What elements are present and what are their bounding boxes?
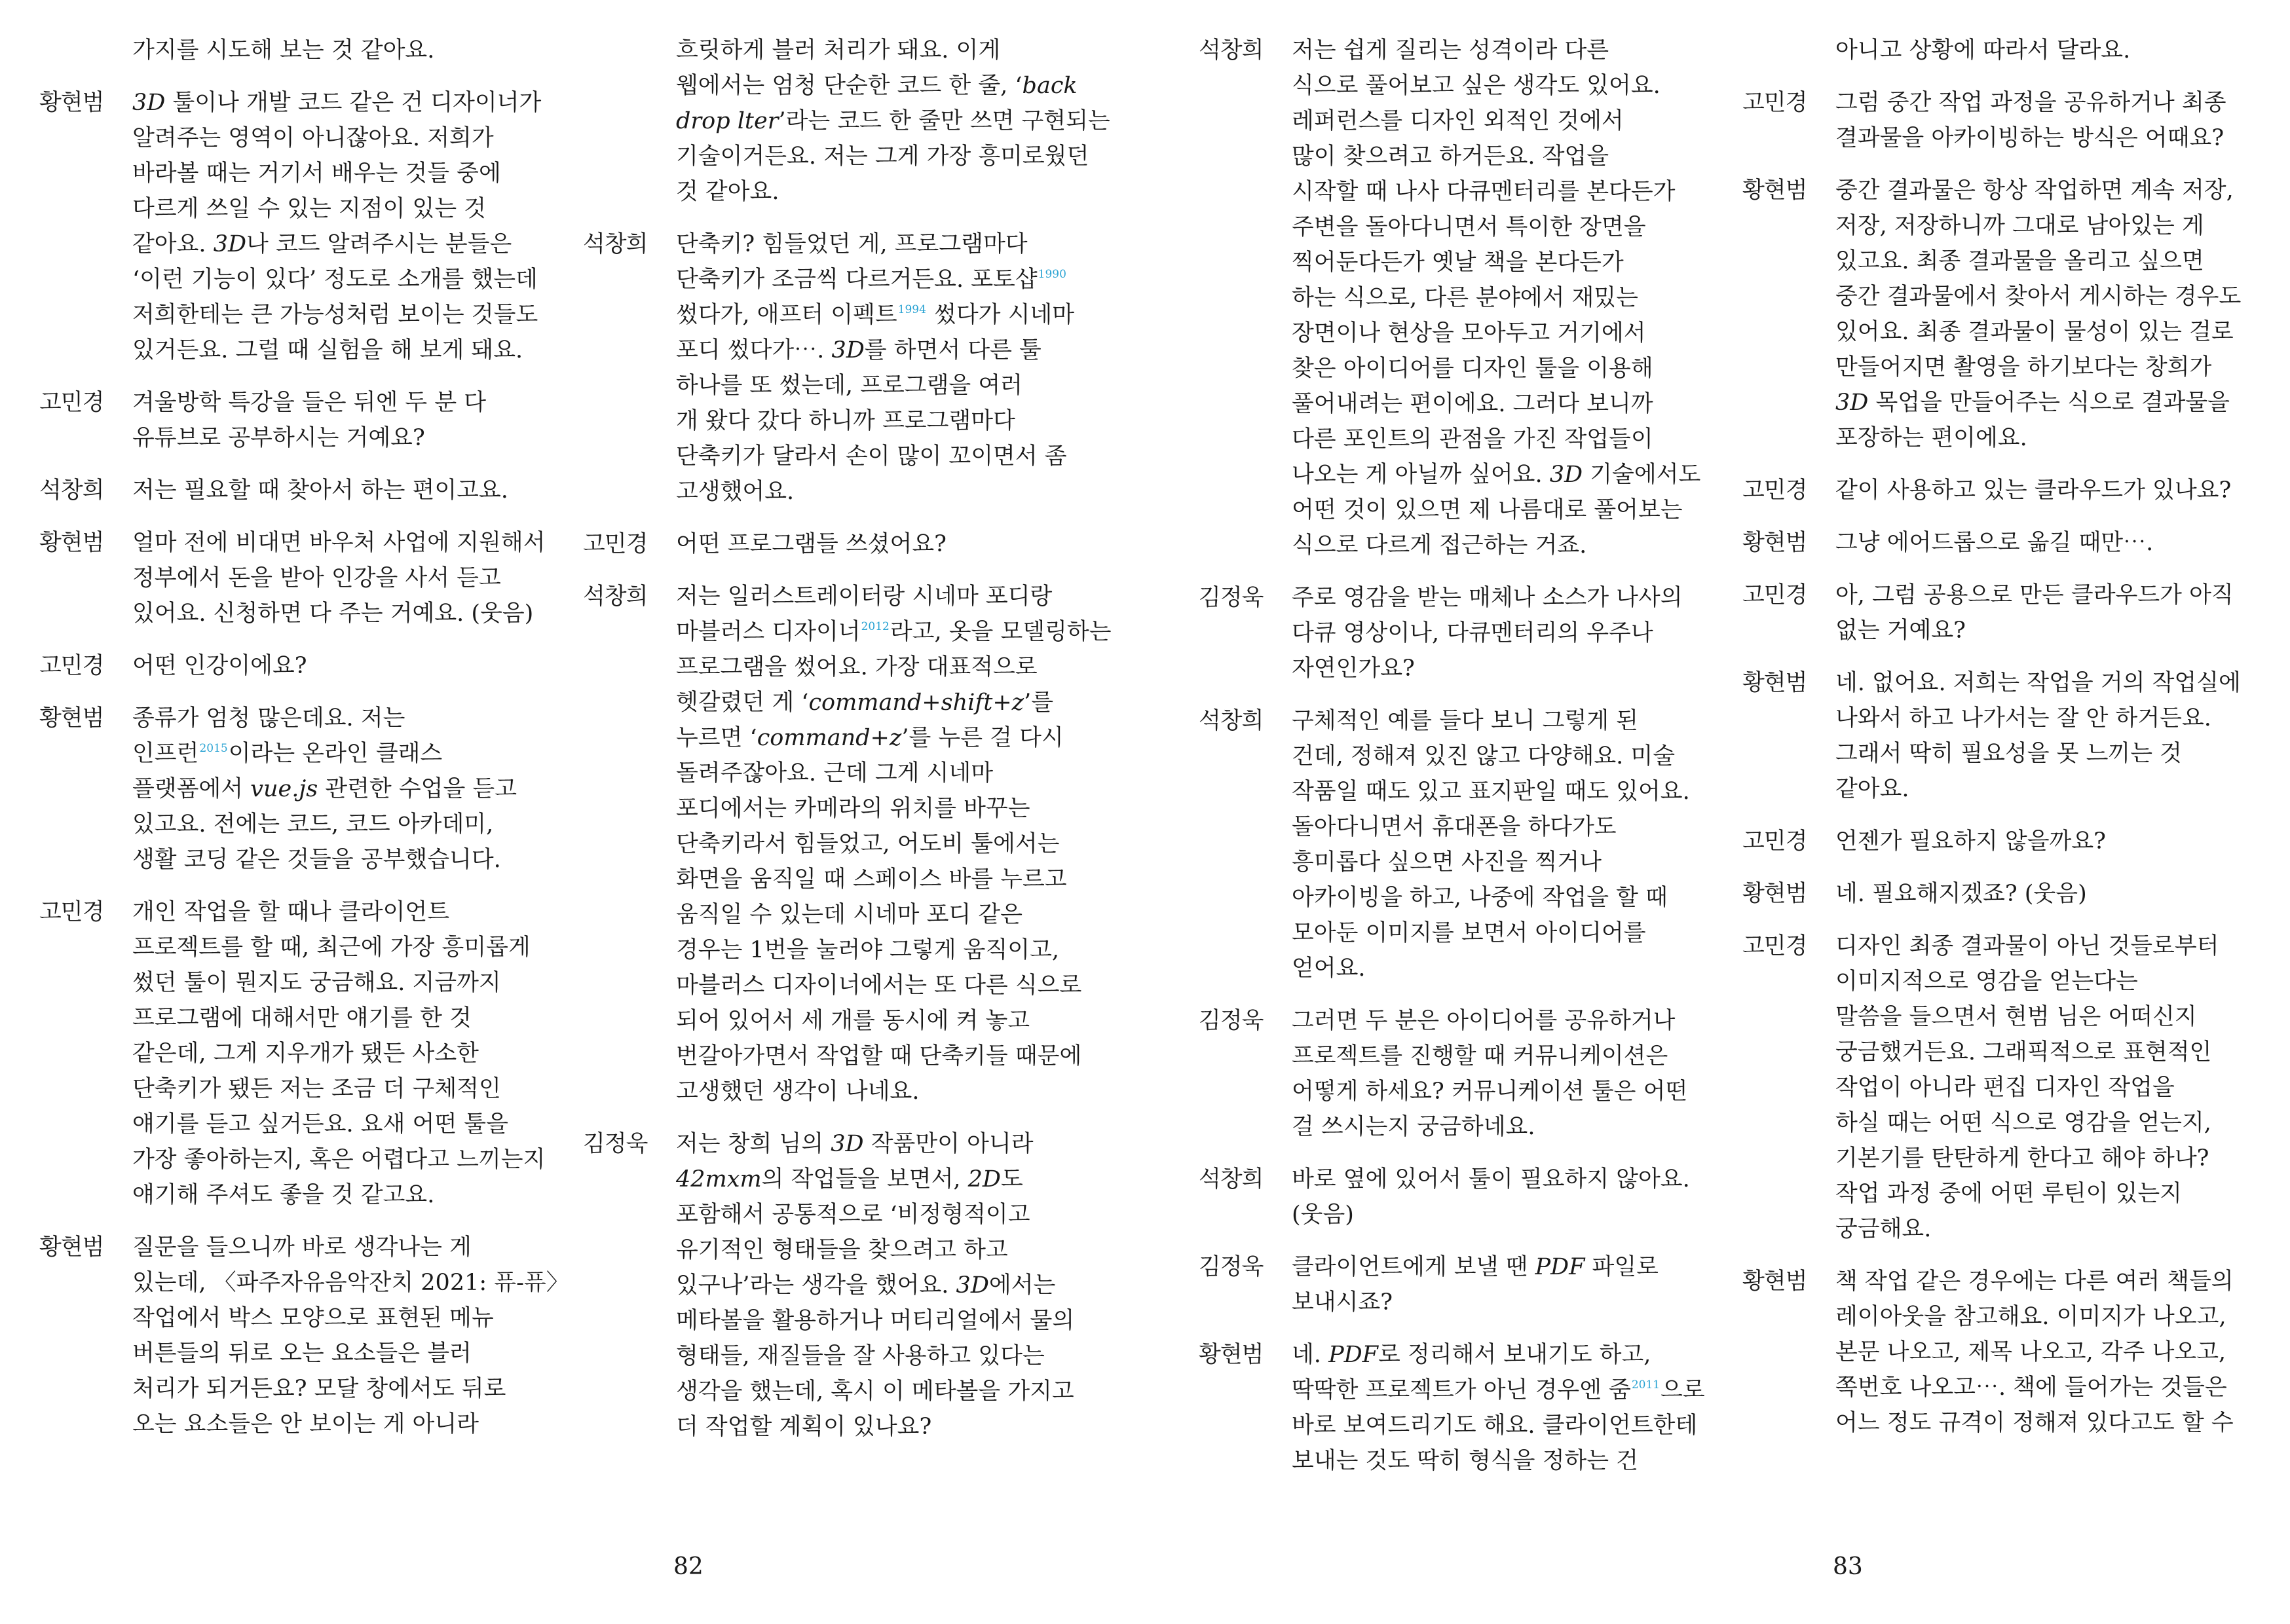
text-line: 없는 거예요? [1835, 618, 1966, 644]
speaker-name: 석창희 [1199, 1166, 1264, 1192]
dialogue-entry [1742, 1264, 2266, 1441]
text-line: 있어요. 신청하면 다 주는 거예요. (웃음) [132, 600, 534, 627]
text-line: 자연인가요? [1292, 655, 1415, 682]
dialogue-entry [1199, 1249, 1723, 1320]
text-line: 누르면 ‘command+z’를 누른 걸 다시 [676, 725, 1064, 751]
dialogue-entry [1742, 578, 2266, 648]
term-vuejs: vue.js [250, 776, 318, 802]
text-line: 42mxm의 작업들을 보면서, 2D도 [676, 1166, 1023, 1192]
text-line: 흥미롭다 싶으면 사진을 찍거나 [1292, 849, 1602, 876]
text-line: 바라볼 때는 거기서 배우는 것들 중에 [132, 160, 501, 187]
dialogue-entry [39, 525, 563, 631]
speaker-name: 석창희 [39, 477, 104, 504]
speaker-name: 석창희 [1199, 708, 1264, 734]
text-line: 레퍼런스를 디자인 외적인 것에서 [1292, 108, 1624, 134]
text-line: 포함해서 공통적으로 ‘비정형적이고 [676, 1202, 1030, 1228]
text-line: 유기적인 형태들을 찾으려고 하고 [676, 1237, 1008, 1263]
text-line: 썼다가, 애프터 이펙트$^{1994}$ 썼다가 시네마 [676, 302, 1075, 328]
text-line: 단축키? 힘들었던 게, 프로그램마다 [676, 231, 1028, 257]
text-line: 이미지적으로 영감을 얻는다는 [1835, 969, 2138, 995]
term-pdf: PDF [1328, 1342, 1378, 1368]
text-line: 레이아웃을 참고해요. 이미지가 나오고, [1835, 1304, 2226, 1330]
speaker-name: 김정욱 [1199, 1008, 1264, 1034]
term-3d: 3D [1549, 462, 1583, 488]
text-line: 디자인 최종 결과물이 아닌 것들로부터 [1835, 933, 2219, 959]
speaker-name: 고민경 [1742, 828, 1807, 855]
text-line: 포디 썼다가⋯. 3D를 하면서 다른 툴 [676, 337, 1042, 363]
speaker-name: 고민경 [39, 653, 104, 679]
text-line: 작업 과정 중에 어떤 루틴이 있는지 [1835, 1181, 2182, 1207]
text-line: 네. PDF로 정리해서 보내기도 하고, [1292, 1342, 1651, 1368]
text-line: 움직일 수 있는데 시네마 포디 같은 [676, 902, 1023, 928]
dialogue-entry [39, 1230, 569, 1442]
page-number-right: 83 [1833, 1553, 1863, 1580]
speaker-name: 황현범 [1742, 177, 1807, 204]
term-command-z: command+z [757, 725, 902, 751]
text-line: 돌려주잖아요. 근데 그게 시네마 [676, 760, 994, 786]
text-line: 구체적인 예를 들다 보니 그렇게 된 [1292, 708, 1638, 734]
footnote-marker: 2015 [199, 742, 228, 755]
text-line: 어떤 인강이에요? [132, 653, 307, 679]
text-line: 중간 결과물에서 찾아서 게시하는 경우도 [1835, 284, 2242, 310]
text-line: 얻어요. [1292, 955, 1366, 982]
speaker-name: 고민경 [39, 899, 104, 925]
text-line: 어느 정도 규격이 정해져 있다고도 할 수 [1835, 1410, 2234, 1436]
text-line: 프로그램에 대해서만 얘기를 한 것 [132, 1005, 472, 1031]
text-line: 있어요. 최종 결과물이 물성이 있는 걸로 [1835, 319, 2234, 345]
text-line: 다른 포인트의 관점을 가진 작업들이 [1292, 426, 1653, 452]
footnote-marker: 2012 [861, 620, 890, 633]
text-line: 저는 일러스트레이터랑 시네마 포디랑 [676, 583, 1053, 610]
dialogue-continuation [1742, 33, 2266, 68]
speaker-name: 고민경 [39, 390, 104, 416]
speaker-name: 석창희 [583, 231, 648, 257]
text-line: 딱딱한 프로젝트가 아닌 경우엔 줌$^{2011}$으로 [1292, 1377, 1705, 1403]
speaker-name: 황현범 [1742, 881, 1807, 907]
dialogue-entry [583, 526, 1107, 562]
dialogue-entry [1199, 703, 1723, 986]
dialogue-entry [1199, 1337, 1723, 1479]
text-line: 작업에서 박스 모양으로 표현된 메뉴 [132, 1305, 494, 1331]
text-line: 더 작업할 계획이 있나요? [676, 1414, 932, 1440]
term-3d: 3D [831, 1131, 864, 1157]
text-line: 얘기해 주셔도 좋을 것 같고요. [132, 1182, 435, 1208]
text-line: 기술이거든요. 저는 그게 가장 흥미로웠던 [676, 143, 1089, 170]
dialogue-entry [583, 579, 1112, 1109]
dialogue-entry [1742, 929, 2266, 1247]
column-1 [39, 33, 569, 1459]
dialogue-continuation [583, 33, 1110, 210]
text-line: 있고요. 전에는 코드, 코드 아카데미, [132, 811, 494, 838]
text-line: 작업이 아니라 편집 디자인 작업을 [1835, 1075, 2175, 1101]
term-3d: 3D [1835, 390, 1869, 416]
text-line: 아니고 상황에 따라서 달라요. [1835, 37, 2131, 64]
term-pdf: PDF [1535, 1254, 1585, 1280]
speaker-name: 황현범 [39, 1234, 104, 1261]
text-line: 가지를 시도해 보는 것 같아요. [132, 37, 435, 64]
speaker-name: 황현범 [1199, 1342, 1264, 1368]
text-line: 것 같아요. [676, 179, 779, 205]
text-line: 헷갈렸던 게 ‘command+shift+z’를 [676, 690, 1054, 716]
text-line: 많이 찾으려고 하거든요. 작업을 [1292, 143, 1609, 170]
text-line: 어떤 것이 있으면 제 나름대로 풀어보는 [1292, 497, 1683, 523]
footnote-marker: 1990 [1038, 268, 1066, 281]
text-line: 종류가 엄청 많은데요. 저는 [132, 705, 405, 731]
text-line: 바로 옆에 있어서 툴이 필요하지 않아요. [1292, 1166, 1690, 1192]
column-2 [583, 33, 1112, 1462]
speaker-name: 고민경 [1742, 477, 1807, 504]
speaker-name: 황현범 [39, 705, 104, 731]
footnote-marker: 1994 [897, 303, 926, 316]
dialogue-entry [583, 227, 1107, 509]
speaker-name: 황현범 [1742, 1268, 1807, 1295]
text-line: 3D 툴이나 개발 코드 같은 건 디자이너가 [132, 90, 542, 116]
speaker-name: 황현범 [1742, 670, 1807, 696]
dialogue-entry [39, 385, 563, 456]
text-line: 어떻게 하세요? 커뮤니케이션 툴은 어떤 [1292, 1079, 1688, 1105]
text-line: 만들어지면 촬영을 하기보다는 창희가 [1835, 354, 2212, 380]
text-line: 질문을 들으니까 바로 생각나는 게 [132, 1234, 472, 1261]
text-line: 언젠가 필요하지 않을까요? [1835, 828, 2106, 855]
term-drop-filter: drop lter [676, 108, 779, 134]
text-line: 개 왔다 갔다 하니까 프로그램마다 [676, 408, 1015, 434]
text-line: 단축키라서 힘들었고, 어도비 툴에서는 [676, 831, 1060, 857]
text-line: 저는 쉽게 질리는 성격이라 다른 [1292, 37, 1609, 64]
text-line: 고생했던 생각이 나네요. [676, 1079, 920, 1105]
text-line: 프로젝트를 진행할 때 커뮤니케이션은 [1292, 1043, 1668, 1069]
term-command-shift-z: command+shift+z [808, 690, 1024, 716]
dialogue-entry [1742, 173, 2266, 456]
text-line: 처리가 되거든요? 모달 창에서도 뒤로 [132, 1376, 506, 1402]
text-line: ‘이런 기능이 있다’ 정도로 소개를 했는데 [132, 267, 538, 293]
speaker-name: 황현범 [39, 530, 104, 556]
text-line: 번갈아가면서 작업할 때 단축키들 때문에 [676, 1043, 1082, 1069]
speaker-name: 석창희 [583, 583, 648, 610]
dialogue-entry [1199, 33, 1723, 563]
term-3d: 3D [956, 1272, 989, 1299]
speaker-name: 김정욱 [1199, 1254, 1264, 1280]
text-line: 얼마 전에 비대면 바우처 사업에 지원해서 [132, 530, 546, 556]
text-line: 말씀을 들으면서 현범 님은 어떠신지 [1835, 1004, 2197, 1030]
text-line: 본문 나오고, 제목 나오고, 각주 나오고, [1835, 1339, 2226, 1365]
text-line: 다르게 쓰일 수 있는 지점이 있는 것 [132, 196, 487, 222]
text-line: 시작할 때 나사 다큐멘터리를 본다든가 [1292, 179, 1676, 205]
text-line: 경우는 1번을 눌러야 그렇게 움직이고, [676, 937, 1060, 963]
dialogue-entry [1742, 525, 2266, 561]
term-2d: 2D [967, 1166, 1001, 1192]
text-line: 같은데, 그게 지우개가 됐든 사소한 [132, 1041, 479, 1067]
text-line: 있구나’라는 생각을 했어요. 3D에서는 [676, 1272, 1056, 1299]
dialogue-entry [583, 1126, 1107, 1445]
text-line: 정부에서 돈을 받아 인강을 사서 듣고 [132, 565, 501, 591]
text-line: 걸 쓰시는지 궁금하네요. [1292, 1114, 1535, 1140]
term-3d: 3D [213, 231, 247, 257]
text-line: 그냥 에어드롭으로 옮길 때만⋯. [1835, 530, 2154, 556]
speaker-name: 황현범 [1742, 530, 1807, 556]
text-line: drop lter’라는 코드 한 줄만 쓰면 구현되는 [676, 108, 1110, 134]
speaker-name: 고민경 [1742, 582, 1807, 608]
dialogue-entry [1742, 85, 2266, 156]
dialogue-entry [1742, 824, 2266, 859]
text-line: 있고요. 최종 결과물을 올리고 싶으면 [1835, 248, 2204, 274]
text-line: 개인 작업을 할 때나 클라이언트 [132, 899, 450, 925]
text-line: 하는 식으로, 다른 분야에서 재밌는 [1292, 285, 1638, 311]
term-back: back [1022, 73, 1078, 99]
text-line: 유튜브로 공부하시는 거예요? [132, 425, 425, 451]
text-line: 알려주는 영역이 아니잖아요. 저희가 [132, 125, 494, 151]
text-line: 썼던 툴이 뭔지도 궁금해요. 지금까지 [132, 970, 501, 996]
text-line: 흐릿하게 블러 처리가 돼요. 이게 [676, 37, 1001, 64]
text-line: 궁금했거든요. 그래픽적으로 표현적인 [1835, 1039, 2212, 1065]
text-line: 돌아다니면서 휴대폰을 하다가도 [1292, 814, 1617, 840]
text-line: 아카이빙을 하고, 나중에 작업을 할 때 [1292, 885, 1668, 911]
speaker-name: 고민경 [1742, 90, 1807, 116]
term-3d: 3D [132, 90, 166, 116]
text-line: 다큐 영상이나, 다큐멘터리의 우주나 [1292, 620, 1653, 646]
text-line: 얘기를 듣고 싶거든요. 요새 어떤 툴을 [132, 1111, 508, 1137]
text-line: 웹에서는 엄청 단순한 코드 한 줄, ‘back [676, 73, 1078, 99]
text-line: 찾은 아이디어를 디자인 툴을 이용해 [1292, 356, 1653, 382]
text-line: 같아요. 3D나 코드 알려주시는 분들은 [132, 231, 512, 257]
text-line: 같이 사용하고 있는 클라우드가 있나요? [1835, 477, 2232, 504]
text-line: 장면이나 현상을 모아두고 거기에서 [1292, 320, 1646, 346]
text-line: 포디에서는 카메라의 위치를 바꾸는 [676, 796, 1030, 822]
text-line: 건데, 정해져 있진 않고 다양해요. 미술 [1292, 743, 1676, 769]
text-line: 네. 없어요. 저희는 작업을 거의 작업실에 [1835, 670, 2241, 696]
text-line: 바로 보여드리기도 해요. 클라이언트한테 [1292, 1412, 1698, 1439]
text-line: 찍어둔다든가 옛날 책을 본다든가 [1292, 249, 1624, 276]
term-42mxm: 42mxm [676, 1166, 762, 1192]
text-line: 저장, 저장하니까 그대로 남아있는 게 [1835, 213, 2204, 239]
text-line: (웃음) [1292, 1202, 1354, 1228]
footnote-marker: 2011 [1631, 1378, 1661, 1392]
text-line: 포장하는 편이에요. [1835, 425, 2027, 451]
text-line: 그러면 두 분은 아이디어를 공유하거나 [1292, 1008, 1676, 1034]
text-line: 플랫폼에서 vue.js 관련한 수업을 듣고 [132, 776, 517, 802]
text-line: 마블러스 디자이너에서는 또 다른 식으로 [676, 972, 1082, 999]
text-line: 보내시죠? [1292, 1289, 1393, 1316]
text-line: 마블러스 디자이너$^{2012}$라고, 옷을 모델링하는 [676, 619, 1112, 645]
text-line: 아, 그럼 공용으로 만든 클라우드가 아직 [1835, 582, 2234, 608]
dialogue-entry [39, 701, 563, 877]
column-3 [1199, 33, 1723, 1496]
dialogue-entry [39, 648, 563, 684]
text-line: 인프런$^{2015}$이라는 온라인 클래스 [132, 741, 443, 767]
text-line: 단축키가 달라서 손이 많이 꼬이면서 좀 [676, 443, 1067, 470]
dialogue-continuation [39, 33, 563, 68]
text-line: 가장 좋아하는지, 혹은 어렵다고 느끼는지 [132, 1147, 546, 1173]
text-line: 주변을 돌아다니면서 특이한 장면을 [1292, 214, 1646, 240]
text-line: 오는 요소들은 안 보이는 게 아니라 [132, 1411, 479, 1437]
text-line: 있거든요. 그럴 때 실험을 해 보게 돼요. [132, 337, 523, 363]
dialogue-entry [1742, 665, 2266, 807]
dialogue-entry [1742, 876, 2266, 912]
text-line: 식으로 풀어보고 싶은 생각도 있어요. [1292, 73, 1661, 99]
text-line: 어떤 프로그램들 쓰셨어요? [676, 531, 947, 557]
column-4 [1742, 33, 2266, 1458]
text-line: 생각을 했는데, 혹시 이 메타볼을 가지고 [676, 1378, 1074, 1405]
text-line: 저는 필요할 때 찾아서 하는 편이고요. [132, 477, 508, 504]
text-line: 생활 코딩 같은 것들을 공부했습니다. [132, 847, 501, 873]
dialogue-entry [1742, 473, 2266, 508]
text-line: 화면을 움직일 때 스페이스 바를 누르고 [676, 866, 1067, 893]
dialogue-entry [1199, 580, 1723, 686]
text-line: 네. 필요해지겠죠? (웃음) [1835, 881, 2087, 907]
text-line: 나오는 게 아닐까 싶어요. 3D 기술에서도 [1292, 462, 1701, 488]
text-line: 작품일 때도 있고 표지판일 때도 있어요. [1292, 779, 1690, 805]
dialogue-entry [39, 473, 563, 508]
term-3d: 3D [831, 337, 865, 363]
text-line: 쪽번호 나오고⋯. 책에 들어가는 것들은 [1835, 1375, 2227, 1401]
text-line: 3D 목업을 만들어주는 식으로 결과물을 [1835, 390, 2230, 416]
text-line: 하나를 또 썼는데, 프로그램을 여러 [676, 373, 1023, 399]
text-line: 되어 있어서 세 개를 동시에 켜 놓고 [676, 1008, 1030, 1034]
text-line: 프로그램을 썼어요. 가장 대표적으로 [676, 654, 1038, 680]
text-line: 식으로 다르게 접근하는 거죠. [1292, 532, 1587, 559]
text-line: 있는데, 〈파주자유음악잔치 2021: 퓨-퓨〉 [132, 1270, 569, 1296]
text-line: 형태들, 재질들을 잘 사용하고 있다는 [676, 1343, 1045, 1369]
text-line: 하실 때는 어떤 식으로 영감을 얻는지, [1835, 1110, 2211, 1136]
text-line: 클라이언트에게 보낼 땐 PDF 파일로 [1292, 1254, 1659, 1280]
text-line: 결과물을 아카이빙하는 방식은 어때요? [1835, 125, 2224, 151]
text-line: 풀어내려는 편이에요. 그러다 보니까 [1292, 391, 1653, 417]
text-line: 단축키가 조금씩 다르거든요. 포토샵$^{1990}$ [676, 267, 1066, 293]
text-line: 기본기를 탄탄하게 한다고 해야 하나? [1835, 1145, 2209, 1172]
text-line: 궁금해요. [1835, 1216, 1932, 1242]
text-line: 메타볼을 활용하거나 머티리얼에서 물의 [676, 1308, 1075, 1334]
text-line: 겨울방학 특강을 들은 뒤엔 두 분 다 [132, 390, 487, 416]
speaker-name: 황현범 [39, 90, 104, 116]
speaker-name: 석창희 [1199, 37, 1264, 64]
dialogue-entry [39, 895, 563, 1213]
dialogue-entry [39, 85, 563, 368]
text-line: 프로젝트를 할 때, 최근에 가장 흥미롭게 [132, 934, 531, 961]
text-line: 그럼 중간 작업 과정을 공유하거나 최종 [1835, 90, 2226, 116]
text-line: 그래서 딱히 필요성을 못 느끼는 것 [1835, 741, 2182, 767]
speaker-name: 김정욱 [583, 1131, 648, 1157]
text-line: 책 작업 같은 경우에는 다른 여러 책들의 [1835, 1268, 2234, 1295]
speaker-name: 고민경 [1742, 933, 1807, 959]
text-line: 나와서 하고 나가서는 잘 안 하거든요. [1835, 705, 2211, 731]
speaker-name: 김정욱 [1199, 585, 1264, 611]
text-line: 주로 영감을 받는 매체나 소스가 나사의 [1292, 585, 1683, 611]
text-line: 단축키가 됐든 저는 조금 더 구체적인 [132, 1076, 501, 1102]
text-line: 고생했어요. [676, 479, 795, 505]
dialogue-entry [1199, 1003, 1723, 1145]
page-number-left: 82 [673, 1553, 704, 1580]
dialogue-entry [1199, 1162, 1723, 1232]
text-line: 저희한테는 큰 가능성처럼 보이는 것들도 [132, 302, 538, 328]
text-line: 버튼들의 뒤로 오는 요소들은 블러 [132, 1340, 472, 1367]
text-line: 모아둔 이미지를 보면서 아이디어를 [1292, 920, 1646, 946]
text-line: 보내는 것도 딱히 형식을 정하는 건 [1292, 1448, 1638, 1474]
text-line: 같아요. [1835, 776, 1909, 802]
text-line: 중간 결과물은 항상 작업하면 계속 저장, [1835, 177, 2234, 204]
text-line: 저는 창희 님의 3D 작품만이 아니라 [676, 1131, 1034, 1157]
speaker-name: 고민경 [583, 531, 648, 557]
